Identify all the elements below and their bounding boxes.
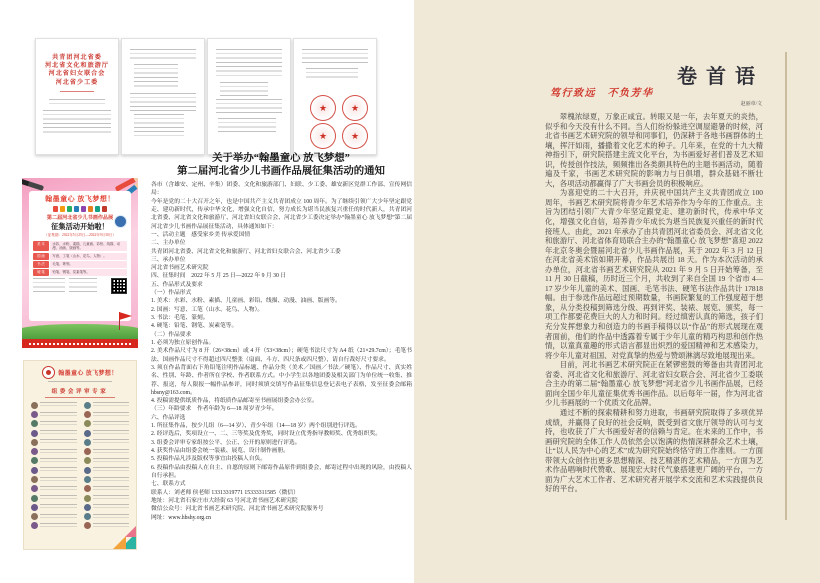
- document-text-lines: [130, 49, 196, 61]
- expert-name-text: [40, 495, 76, 501]
- notice-body-line: 五、作品形式及要求: [151, 281, 203, 288]
- notice-body-line: 4. 投稿需提供纸质作品，将纸质作品邮寄至书画展组委会办公室。: [151, 398, 318, 405]
- notice-body-line: 5. 投稿作品凡涉及版权等事宜由投稿人自负。: [151, 456, 266, 463]
- expert-avatar: [31, 448, 38, 455]
- notice-body-line: 4. 硬笔：铅笔、钢笔、炭素笔等。: [151, 323, 238, 330]
- notice-title-line1: 关于举办“翰墨童心 放飞梦想”: [212, 153, 350, 164]
- expert-name-text: [93, 477, 129, 483]
- notice-title: [148, 152, 414, 178]
- notice-body: [151, 181, 412, 522]
- expert-name-text: [40, 402, 76, 408]
- expert-avatar: [31, 411, 38, 418]
- foreword-paragraph: 目前，河北书画艺术研究院正在紧锣密鼓的筹备由共青团河北省委、河北省文化和旅游厅、河北省妇女联合会、河北省少工委联合主办的第二届“翰墨童心 放飞梦想”河北省少儿书画作品展，已经面向全国少年儿童征集优秀书画作品。以后每年一届，作为河北省少儿书画展的一个优质文化品牌。: [545, 360, 763, 408]
- foreword-paragraph: 为喜迎党的二十大召开，并庆祝中国共产主义共青团成立 100 周年，书画艺术研究院将青少年艺术培养作为今年的工作重点。主旨为团结引领广大青少年坚定跟党走、建功新时代，传承中华文化，增强文化自信，培养青少年成长为堪当民族复兴重任的新时代接班人。由此，2021 年承办了由共青团河北省委员会、河北省文化和旅游厅、河北省体育局联合主办的“翰墨童心 放飞梦想”喜迎 2022 年北京冬奥会暨届河北省少儿书画作品展，其于 2022 年 3 月 12 日在河北省美术馆如期开幕，作品共展出 18 天。作为本次活动的承办单位，河北省书画艺术研究院从 2021 年 9 月 5 日开始筹备，至 11 月 30 日截稿，历时近三个月，共收到了来自全国 19 个省市 4—17 岁少年儿童的美术、国画、毛笔书法、硬笔书法作品共计 17818 幅。由于参选作品远超过预期数量，书画院繁复的工作强度超于想象，从分类投稿到筛选分级、再到评奖、装裱、展览、颁奖，每一项工作都要花费巨大的人力和时间。经过缜密认真的筛选，孩子们充分发挥想象力和创造力的书画手稿得以以“作品”的形式展现在观者面前，他们的作品中透露着专属于少年儿童的精巧构思和创作热情，以童真童趣的形式语言都显出炽烈的爱国精神和艺术感染力，将少年儿童对祖国、对党真挚的热爱与赞颂淋漓尽致地展现出来。: [545, 188, 763, 360]
- notice-body-line: 联系人：刘老师 侯老师 13313319771 15333311585（微信）: [151, 489, 299, 496]
- decorative-triangle: [113, 536, 126, 549]
- expert-item: [31, 448, 77, 455]
- expert-avatar: [31, 467, 38, 474]
- notice-body-line: 4. 获奖作品由组委会统一装裱、展览、设计制作画册。: [151, 448, 289, 454]
- expert-avatar: [84, 430, 91, 437]
- expert-item: [31, 476, 77, 483]
- grass-illustration: [22, 324, 138, 339]
- poster-footer: [33, 278, 127, 294]
- foreword-motto: 笃行致远 不负芳华: [550, 88, 654, 99]
- official-seal-icon: ★: [342, 95, 368, 121]
- expert-name-text: [93, 430, 129, 436]
- expert-item: [84, 411, 130, 418]
- expert-item: [84, 513, 130, 520]
- document-red-header-line: 共青团河北省委: [52, 55, 102, 61]
- qr-code-icon: [111, 278, 127, 294]
- expert-avatar: [31, 457, 38, 464]
- expert-avatar: [84, 476, 91, 483]
- poster-category-row: [33, 261, 127, 268]
- notice-body-line: 1. 美术：水彩、水粉、素描、儿童画、彩铅、线描、动漫、油画、版画等。: [151, 298, 341, 305]
- expert-name-text: [93, 412, 129, 418]
- poster-category-table: [33, 241, 127, 276]
- document-text-lines: [216, 49, 282, 79]
- expert-avatar: [84, 420, 91, 427]
- notice-body-line: 一、活动主题 感受家乡美 传承爱国情: [151, 231, 251, 238]
- category-label: 国 画: [33, 253, 49, 260]
- expert-item: [84, 420, 130, 427]
- expert-name-text: [93, 449, 129, 455]
- category-content: 毛笔、篆刻。: [50, 261, 127, 268]
- expert-name-text: [93, 486, 129, 492]
- expert-avatar: [84, 402, 91, 409]
- document-red-header-line: 河北省文化和旅游厅: [45, 63, 109, 70]
- expert-avatar: [31, 504, 38, 511]
- expert-avatar: [31, 495, 38, 502]
- expert-item: [84, 485, 130, 492]
- notice-body-line: 微信公众号：河北省书画艺术研究院、河北省书画艺术研究院服务号: [151, 506, 324, 513]
- official-seal-icon: ★: [342, 123, 368, 149]
- document-red-header-line: 河北省少工委: [55, 79, 99, 86]
- notice-body-line: 2. 国画：写意、工笔（山水、花鸟、人物）。: [151, 306, 264, 313]
- poster-headline: 征集活动开始啦！: [51, 222, 109, 231]
- notice-body-line: 四、征集时间 2022 年 5 月 25 日—2022 年 9 月 30 日: [151, 273, 287, 280]
- expert-avatar: [84, 485, 91, 492]
- expert-item: [84, 476, 130, 483]
- expert-item: [31, 429, 77, 436]
- category-label: 美 术: [33, 241, 49, 252]
- call-for-entries-poster: [22, 178, 138, 348]
- poster-title: 翰墨童心 放飞梦想！: [45, 195, 115, 203]
- bird-illustration: [22, 178, 44, 190]
- poster-category-row: [33, 269, 127, 276]
- document-text-lines: [130, 93, 196, 111]
- document-refno-line: [60, 91, 94, 94]
- expert-avatar: [84, 467, 91, 474]
- expert-name-text: [93, 439, 129, 445]
- official-seal-icon: ★: [310, 123, 336, 149]
- expert-avatar: [31, 439, 38, 446]
- expert-item: [31, 494, 77, 501]
- expert-name-text: [40, 412, 76, 418]
- notice-body-line: 6. 投稿作品由投稿人在自主、自愿的原则下邮寄作品原件到组委会，邮寄过程中出现的风险，由投稿人自行承担。: [151, 464, 412, 479]
- expert-name-text: [40, 439, 76, 445]
- notice-body-line: 七、联系方式: [151, 481, 186, 488]
- official-seal-icon: ★: [310, 95, 336, 121]
- notice-body-line: （二）作品要求: [151, 331, 192, 338]
- category-content: 水彩、水粉、素描、儿童画、彩铅、线描、动漫、油画、版画等。: [50, 241, 127, 252]
- expert-item: [31, 513, 77, 520]
- expert-item: [31, 402, 77, 409]
- expert-name-text: [40, 458, 76, 464]
- expert-avatar: [31, 513, 38, 520]
- expert-name-text: [40, 486, 76, 492]
- expert-item: [31, 439, 77, 446]
- category-label: 书 法: [33, 261, 49, 268]
- notice-body-line: 六、作品评选: [151, 414, 186, 421]
- notice-body-line: 网址：www.hbshy.org.cn: [151, 514, 211, 521]
- expert-name-text: [40, 421, 76, 427]
- document-text-lines: [216, 99, 282, 115]
- poster2-heading: 组委会评审专家: [51, 389, 109, 395]
- category-content: 铅笔、钢笔、炭素笔等。: [50, 269, 127, 276]
- expert-avatar: [84, 439, 91, 446]
- notice-body-line: 1. 必须为独立原创作品。: [151, 339, 215, 346]
- poster-category-row: [33, 253, 127, 260]
- expert-item: [31, 420, 77, 427]
- jury-experts-poster: [23, 360, 137, 550]
- notice-body-line: 各市（含雄安、定州、辛集）团委、文化和旅游部门、妇联、少工委、雄安新区党群工作部、宣传网信局：: [151, 182, 412, 197]
- decorative-triangle: [125, 526, 136, 537]
- category-label: 硬 笔: [33, 269, 49, 276]
- expert-name-text: [93, 523, 129, 529]
- notice-body-line: 1. 所征集作品，按少儿组（6—14 岁）、青少年组（14—18 岁）两个组别进行评选。: [151, 423, 361, 430]
- expert-name-text: [93, 504, 129, 510]
- expert-item: [84, 402, 130, 409]
- expert-name-text: [40, 467, 76, 473]
- expert-avatar: [31, 402, 38, 409]
- document-text-lines: [220, 82, 268, 96]
- expert-avatar: [84, 504, 91, 511]
- foreword-byline: 赵丽章/文: [740, 102, 762, 107]
- poster2-heading-subline: [45, 397, 115, 400]
- expert-name-text: [40, 504, 76, 510]
- expert-name-text: [93, 495, 129, 501]
- document-text-lines: [43, 110, 111, 136]
- poster2-subtitle-lines: [48, 381, 112, 384]
- expert-item: [84, 457, 130, 464]
- document-text-lines: [134, 64, 178, 90]
- document-text-lines: [302, 49, 368, 65]
- notice-body-line: 3. 组委会评审专家组按公平、公正、公开的原则进行评选。: [151, 439, 301, 446]
- seal-logo-icon: [42, 366, 55, 379]
- notice-body-line: 地址：河北省石家庄市大经街 63 号河北省书画艺术研究院: [151, 497, 298, 504]
- poster-content-card: [29, 191, 131, 321]
- organizer-text-lines: [33, 278, 65, 293]
- expert-avatar: [84, 457, 91, 464]
- poster-collection-period: （征集期：2022年5月25日—2022年9月30日）: [44, 233, 116, 237]
- decorative-color-text: [33, 206, 127, 212]
- expert-avatar: [84, 411, 91, 418]
- expert-name-text: [40, 430, 76, 436]
- category-content: 写意、工笔（山水、花鸟、人物）。: [50, 253, 127, 260]
- scanned-document-2: [121, 38, 205, 155]
- document-text-lines: [134, 114, 184, 136]
- document-text-lines: [218, 118, 276, 134]
- expert-item: [84, 504, 130, 511]
- expert-name-text: [40, 523, 76, 529]
- poster-category-row: [33, 241, 127, 252]
- expert-item: [84, 466, 130, 473]
- notice-body-line: 2. 美术作品尺寸为 8 开（26×38cm）或 4 开（53×38cm）；硬笔书法尺寸为 A4 纸（21×29.7cm）；毛笔书法、国画作品尺寸不得超过四尺整张（扇面、斗方、四尺条或四尺整），请自行裁好尺寸要求。: [151, 348, 412, 363]
- expert-item: [31, 466, 77, 473]
- banner-text-lines: [29, 343, 131, 345]
- expert-item: [84, 439, 130, 446]
- expert-name-text: [93, 514, 129, 520]
- expert-avatar: [84, 513, 91, 520]
- expert-avatar: [31, 522, 38, 529]
- notice-title-line2: 第二届河北省少儿书画作品展征集活动的通知: [177, 166, 385, 177]
- scanned-document-3: [207, 38, 291, 155]
- expert-name-text: [93, 467, 129, 473]
- decorative-vertical-rule: [785, 52, 787, 520]
- foreword-paragraph: 通过不断的探索精耕和努力进取，书画研究院取得了多项优异成绩，并赢得了良好的社会反响，既受到省文旅厅领导的认可与支持，也收获了广大书画爱好者的信赖与肯定。在未来的工作中，书画研究院的全体工作人员依然会以饱满的热情深耕群众艺术土壤，让“以人民为中心的艺术”成为研究院始终恪守的工作准则。一方面带领大众创作出更多思想精深、技艺精湛的艺术精品，一方面为艺术作品唱响时代赞歌、展现宏大时代气象搭建更广阔的平台，一方面为广大艺术工作者、艺术研究者开展学术交流和艺术实践提供良好的平台。: [545, 407, 763, 494]
- foreword-body: [545, 112, 763, 494]
- expert-name-text: [93, 402, 129, 408]
- poster-bottom-banner: [22, 339, 138, 348]
- scanned-document-1: [35, 38, 119, 155]
- expert-item: [31, 504, 77, 511]
- expert-item: [31, 522, 77, 529]
- notice-body-line: 2. 经评选后，奖项设立一、二、三等奖及优秀奖，同时设立优秀指导教师奖、优秀组织奖。: [151, 431, 381, 438]
- poster-subtitle: 第二届河北省少儿书画作品展: [46, 214, 114, 221]
- expert-avatar: [84, 448, 91, 455]
- notice-body-line: 3. 书法：毛笔、篆刻。: [151, 315, 209, 321]
- poster2-title: 翰墨童心 放飞梦想！: [58, 371, 118, 377]
- expert-name-text: [93, 421, 129, 427]
- notice-body-line: （一）作品形式: [151, 290, 192, 297]
- expert-item: [84, 448, 130, 455]
- expert-item: [31, 485, 77, 492]
- expert-item: [84, 522, 130, 529]
- notice-body-line: 共青团河北省委、河北省文化和旅游厅、河北省妇女联合会、河北省少工委: [151, 248, 341, 255]
- expert-avatar: [84, 495, 91, 502]
- expert-item: [84, 494, 130, 501]
- expert-item: [84, 429, 130, 436]
- expert-avatar: [31, 420, 38, 427]
- document-text-lines: [306, 68, 358, 78]
- expert-avatar: [84, 522, 91, 529]
- expert-name-text: [40, 477, 76, 483]
- contact-text-lines: [69, 278, 97, 293]
- expert-name-text: [40, 514, 76, 520]
- notice-body-line: 三、承办单位: [151, 256, 186, 263]
- expert-name-text: [40, 449, 76, 455]
- notice-body-line: 3. 须在作品背面右下角铅笔注明作品标题、作品分类（美术／国画／书法／硬笔）、作品尺寸、真实姓名、性别、年龄、作者所在学校、作者联系方式。中小学生以各地团委及相关部门为单位统一收集、推荐、报送，每人限报一幅作品参评，同时须填交填写作品征集信息登记表电子表格，发至征委会邮箱 hbsny@163.com。: [151, 364, 412, 396]
- foreword-title: 卷首语: [677, 66, 764, 88]
- expert-avatar: [31, 430, 38, 437]
- expert-grid: [31, 402, 129, 530]
- red-flag-illustration: [119, 312, 132, 320]
- foreword-paragraph: 翠槐浓绿夏，万象正咸宜。转眼又是一年，去年夏天的炎热，似乎和今天没有什么不同。当人们纷纷躲进空调屋避暑的时候，河北省书画艺术研究院的领导和同事们，仍深耕于各地书画群体的土壤，挥汗如雨，播撒着文化艺术的种子。几年来，在党的十九大精神指引下，研究院搭建主流文化平台，为书画爱好者们普及艺术知识，传授创作技法，频频推出各类颇具特色的主题书画活动，随着遍及千家，书画艺术研究院的影响力与日俱增，群众基础不断壮大，各项活动都赢得了广大书画会员的积极响应。: [545, 112, 763, 188]
- scanned-document-4: [293, 38, 377, 155]
- expert-item: [31, 457, 77, 464]
- document-red-header-line: 河北省妇女联合会: [48, 71, 106, 78]
- notice-body-line: （三）年龄要求 作者年龄为 6—18 周岁青少年。: [151, 406, 278, 413]
- poster2-header: [24, 366, 136, 379]
- expert-name-text: [93, 458, 129, 464]
- document-red-header: [42, 54, 112, 87]
- notice-body-line: 河北省书画艺术研究院: [151, 265, 209, 272]
- expert-avatar: [31, 485, 38, 492]
- document-title-lines: [49, 99, 105, 106]
- expert-avatar: [31, 476, 38, 483]
- expert-item: [31, 411, 77, 418]
- notice-body-line: 今年是党的二十大召开之年，也是中国共产主义共青团成立 100 周年。为了继续引领广大少年坚定跟党走、建功新时代，传承中华文化，增强文化自信，努力成长为堪当民族复兴重任的时代新人，共青团河北省委、河北省文化和旅游厅、河北省妇女联合会、河北省少工委决定举办“翰墨童心 放飞梦想”第二届河北省少儿书画作品展征集活动，具体通知如下：: [151, 198, 412, 230]
- notice-body-line: 二、主办单位: [151, 240, 186, 247]
- event-emblem-icon: [114, 215, 127, 228]
